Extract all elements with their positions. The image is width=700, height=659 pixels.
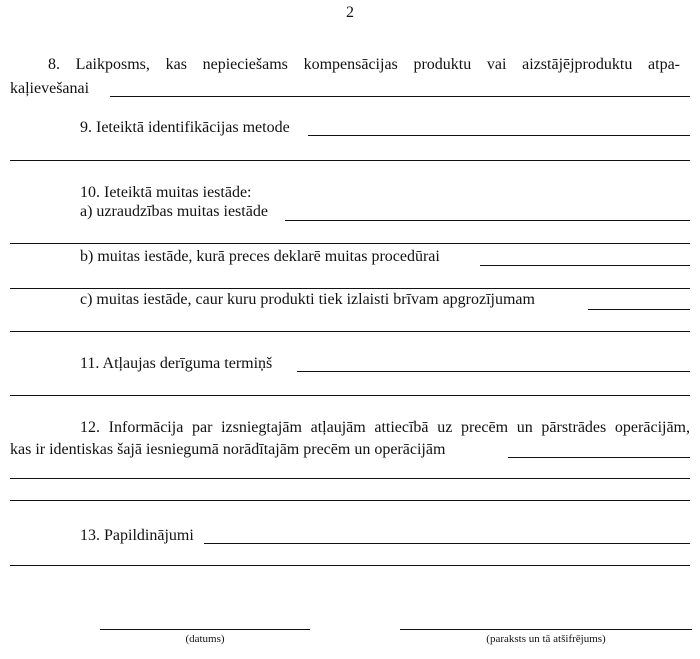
item-12-answer-line[interactable] bbox=[508, 457, 690, 458]
item-12-line-2: kas ir identiskas šajā iesniegumā norādītajām precēm un operācijām bbox=[10, 441, 446, 458]
item-8-line-2: kaļievešanai bbox=[10, 80, 90, 97]
item-10a-label: a) uzraudzības muitas iestāde bbox=[80, 203, 268, 220]
item-10b-answer-line-2[interactable] bbox=[10, 288, 690, 289]
item-8-line-1: 8. Laikposms, kas nepieciešams kompensācijas produktu vai aizstājējproduktu atpa- bbox=[48, 56, 680, 73]
item-11-answer-line[interactable] bbox=[297, 371, 690, 372]
item-10a-answer-line[interactable] bbox=[285, 220, 690, 221]
item-8-answer-line[interactable] bbox=[110, 96, 690, 97]
item-9-answer-line-2[interactable] bbox=[10, 160, 690, 161]
item-9-answer-line[interactable] bbox=[308, 135, 690, 136]
item-12-line-1: 12. Informācija par izsniegtajām atļaujām attiecībā uz precēm un pārstrādes operācijām, bbox=[80, 419, 690, 436]
item-10a-answer-line-2[interactable] bbox=[10, 243, 690, 244]
date-signature-line[interactable] bbox=[100, 629, 310, 630]
item-13-answer-line[interactable] bbox=[204, 543, 690, 544]
item-9-label: 9. Ieteiktā identifikācijas metode bbox=[80, 119, 290, 136]
item-11-answer-line-2[interactable] bbox=[10, 395, 690, 396]
item-12-answer-line-3[interactable] bbox=[10, 500, 690, 501]
signature-caption: (paraksts un tā atšifrējums) bbox=[486, 633, 606, 645]
item-11-label: 11. Atļaujas derīguma termiņš bbox=[80, 355, 273, 372]
page-number: 2 bbox=[346, 4, 354, 21]
item-10c-answer-line[interactable] bbox=[588, 309, 690, 310]
item-10c-answer-line-2[interactable] bbox=[10, 331, 690, 332]
item-10-heading: 10. Ieteiktā muitas iestāde: bbox=[80, 184, 252, 201]
item-10c-label: c) muitas iestāde, caur kuru produkti tiek izlaisti brīvam apgrozījumam bbox=[80, 291, 535, 308]
date-caption: (datums) bbox=[185, 633, 225, 645]
signature-line[interactable] bbox=[400, 629, 692, 630]
item-13-label: 13. Papildinājumi bbox=[80, 527, 194, 544]
item-12-answer-line-2[interactable] bbox=[10, 478, 690, 479]
item-13-answer-line-2[interactable] bbox=[10, 565, 690, 566]
item-10b-answer-line[interactable] bbox=[480, 265, 690, 266]
item-10b-label: b) muitas iestāde, kurā preces deklarē muitas procedūrai bbox=[80, 248, 440, 265]
